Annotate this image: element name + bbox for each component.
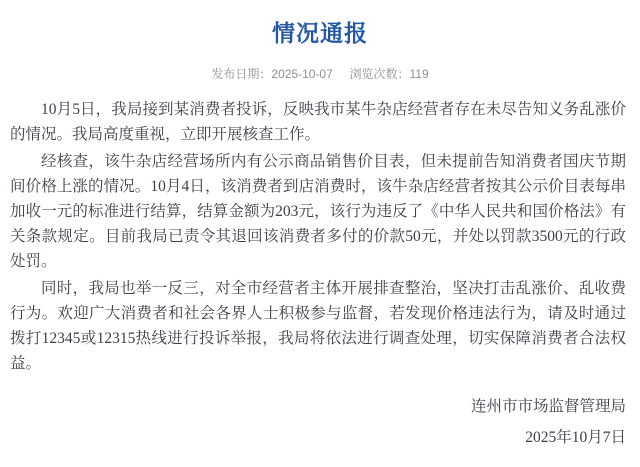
signature-date: 2025年10月7日: [525, 429, 626, 446]
view-count-value: 119: [409, 67, 429, 81]
view-count: [349, 65, 428, 82]
meta-line: [0, 65, 640, 82]
publish-date-value: 2025-10-07: [271, 67, 333, 81]
notice-body: [10, 97, 626, 376]
view-count-label: 浏览次数：: [349, 67, 410, 81]
publish-date: [211, 65, 332, 82]
body-paragraph: 经核查，该牛杂店经营场所内有公示商品销售价目表，但未提前告知消费者国庆节期间价格上涨的情况。10月4日，该消费者到店消费时，该牛杂店经营者按其公示价目表每串加收一元的标准进行结算，结算金额为203元，该行为违反了《中华人民共和国价格法》有关条款规定。目前我局已责令其退回该消费者多付的价款50元，并处以罚款3500元的行政处罚。: [10, 153, 626, 270]
page-title: 情况通报: [272, 20, 368, 46]
publish-date-label: 发布日期：: [211, 67, 272, 81]
signature-block: [471, 391, 626, 453]
body-paragraph: 10月5日，我局接到某消费者投诉，反映我市某牛杂店经营者存在未尽告知义务乱涨价的情况。我局高度重视，立即开展核查工作。: [10, 101, 626, 143]
body-paragraph: 同时，我局也举一反三，对全市经营者主体开展排查整治，坚决打击乱涨价、乱收费行为。欢迎广大消费者和社会各界人士积极参与监督，若发现价格违法行为，请及时通过拨打12345或12315热线进行投诉举报，我局将依法进行调查处理，切实保障消费者合法权益。: [10, 280, 626, 372]
signature-agency: 连州市市场监督管理局: [470, 398, 626, 415]
